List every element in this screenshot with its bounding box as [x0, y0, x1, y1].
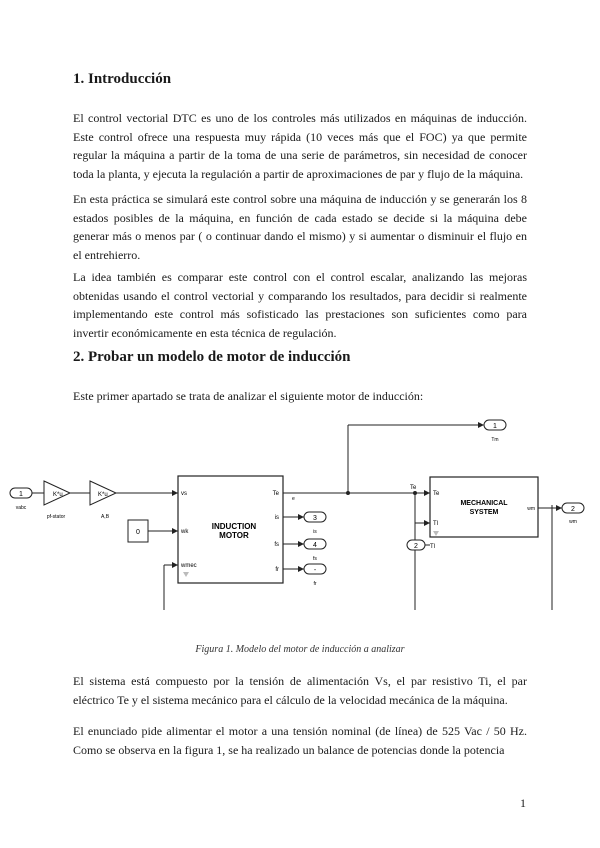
svg-text:is: is [313, 529, 317, 535]
svg-text:Tl: Tl [433, 521, 438, 527]
svg-text:Te: Te [433, 491, 440, 497]
svg-text:wm: wm [569, 519, 577, 525]
svg-text:Tm: Tm [491, 437, 499, 443]
svg-text:fr: fr [275, 567, 279, 573]
svg-text:wk: wk [181, 529, 189, 535]
svg-text:Te: Te [410, 485, 417, 491]
svg-text:wmec: wmec [181, 563, 197, 569]
svg-text:K*u: K*u [53, 492, 63, 498]
heading-model: 2. Probar un modelo de motor de inducción [73, 349, 351, 365]
svg-text:vs: vs [181, 491, 187, 497]
svg-text:is: is [274, 515, 279, 521]
svg-text:0: 0 [136, 529, 140, 536]
svg-text:2: 2 [571, 506, 575, 513]
svg-text:1: 1 [493, 423, 497, 430]
svg-text:MOTOR: MOTOR [219, 531, 249, 540]
svg-text:vabc: vabc [15, 505, 27, 511]
svg-text:SYSTEM: SYSTEM [469, 509, 499, 516]
svg-text:fs: fs [274, 542, 279, 548]
paragraph-model-2: El sistema está compuesto por la tensión de alimentación Vs, el par resistivo Ti, el par eléctrico Te y el sistema mecánico para el cálculo de la velocidad mecánica de la máquina. [73, 674, 527, 707]
paragraph-intro-3: La idea también es comparar este control con el control escalar, analizando las mejoras obtenidas usando el control vectorial y comparando los resultados, para decidir si realmente implementando este control más sofisticado las prestaciones son suficientes como para invertir económicamente en esta técnica de regulación. [73, 270, 527, 340]
svg-text:1: 1 [19, 491, 23, 498]
page-number: 1 [520, 796, 526, 810]
paragraph-intro-2: En esta práctica se simulará este control sobre una máquina de inducción y se generarán los 8 estados posibles de la máquina, en función de cada estado se decide si la máquina debe generar más o menos par ( o continuar dando el mismo) y si aumentar o disminuir el flujo en el entrehierro. [73, 192, 527, 262]
induction-motor-diagram [0, 405, 600, 615]
svg-text:K*u: K*u [98, 492, 108, 498]
svg-text:Te: Te [272, 491, 279, 497]
svg-text:pf-stator: pf-stator [46, 514, 66, 520]
svg-text:e: e [292, 496, 295, 502]
figure-caption: Figura 1. Modelo del motor de inducción a analizar [195, 644, 405, 655]
svg-text:MECHANICAL: MECHANICAL [460, 500, 508, 507]
svg-text:Tl: Tl [430, 544, 435, 550]
paragraph-model-1: Este primer apartado se trata de analizar el siguiente motor de inducción: [73, 389, 424, 403]
svg-text:2: 2 [414, 543, 418, 550]
paragraph-intro-1: El control vectorial DTC es uno de los controles más utilizados en máquinas de inducción. Este control ofrece una respuesta muy rápida (10 veces más que el FOC) ya que permite regular la máquina a partir de la toma de una serie de parámetros, sin necesidad de conocer toda la planta, y ejecuta la regulación a partir de aproximaciones de par y flujo de la máquina. [73, 111, 527, 181]
svg-text:fr: fr [313, 581, 317, 587]
svg-text:INDUCTION: INDUCTION [211, 522, 257, 531]
svg-text:-: - [313, 567, 317, 574]
mechanical-system-block [430, 477, 538, 537]
svg-text:fs: fs [313, 556, 317, 562]
paragraph-model-3: El enunciado pide alimentar el motor a una tensión nominal (de línea) de 525 Vac / 50 Hz. Como se observa en la figura 1, se ha realizado un balance de potencias donde la potencia [73, 724, 527, 757]
svg-text:wm: wm [527, 506, 535, 512]
heading-introduction: 1. Introducción [73, 71, 172, 87]
svg-text:3: 3 [313, 515, 317, 522]
svg-text:A,B: A,B [100, 514, 110, 520]
svg-text:4: 4 [313, 542, 317, 549]
